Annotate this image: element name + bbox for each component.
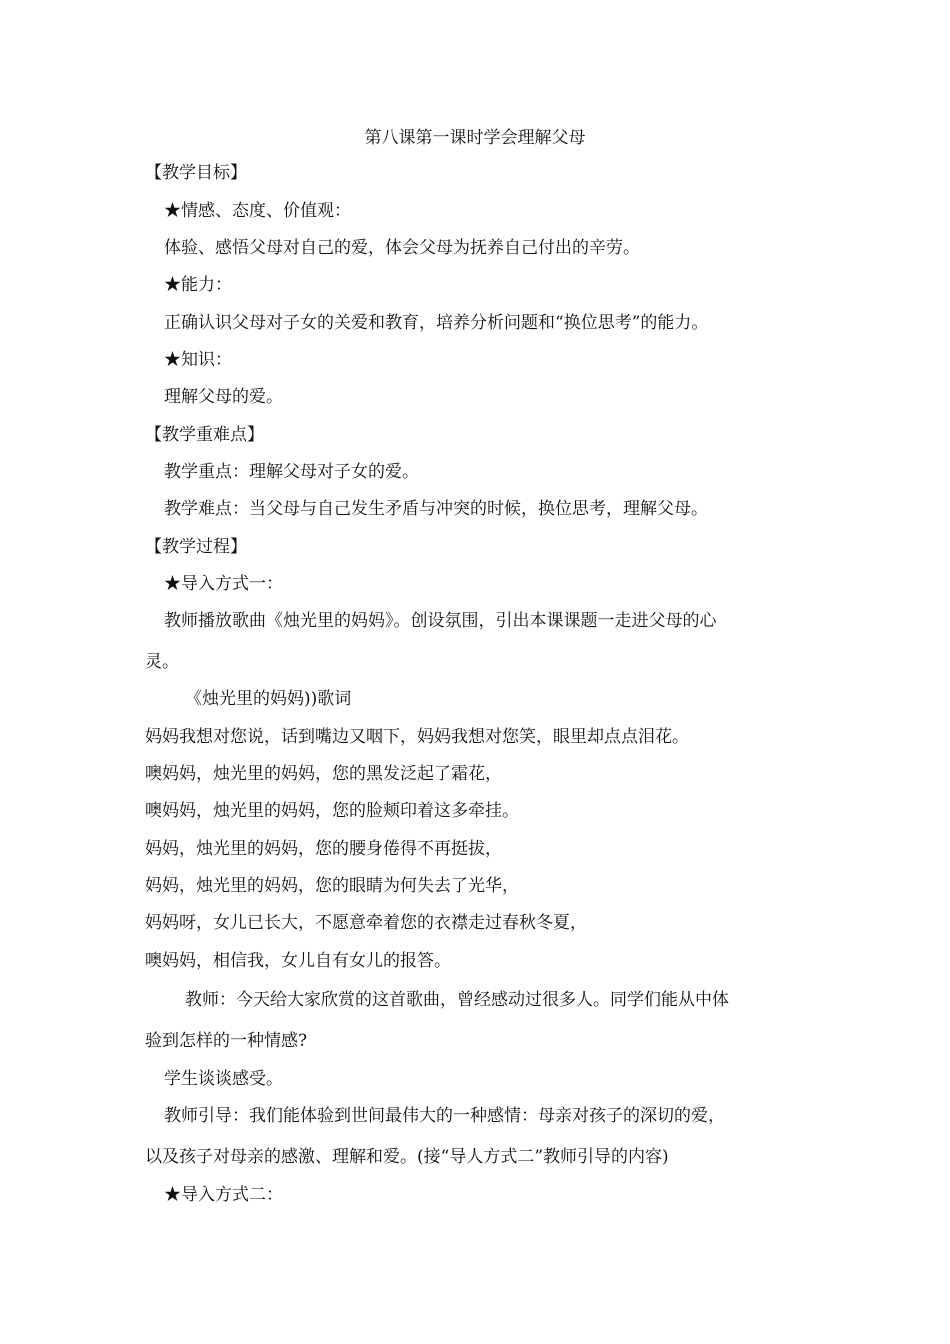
paragraph: 学生谈谈感受。 (164, 1069, 283, 1089)
subheading-emotion: ★情感、态度、价值观： (164, 201, 351, 221)
paragraph: 验到怎样的一种情感? (145, 1031, 308, 1051)
lyric-line: 妈妈，烛光里的妈妈，您的腰身倦得不再挺拔， (145, 839, 502, 859)
paragraph: 教学重点：理解父母对子女的爱。 (164, 462, 419, 482)
lyrics-heading: 《烛光里的妈妈))歌词 (185, 689, 352, 709)
paragraph: 教师：今天给大家欣赏的这首歌曲，曾经感动过很多人。同学们能从中体 (185, 990, 729, 1010)
paragraph: 教师引导：我们能体验到世间最伟大的一种感情：母亲对孩子的深切的爱， (164, 1106, 725, 1126)
page-title: 第八课第一课时学会理解父母 (364, 128, 586, 148)
lyric-line: 噢妈妈，烛光里的妈妈，您的黑发泛起了霜花， (145, 764, 502, 784)
section-heading-objectives: 【教学目标】 (145, 163, 247, 183)
lyric-line: 妈妈我想对您说，话到嘴边又咽下，妈妈我想对您笑，眼里却点点泪花。 (145, 727, 689, 747)
paragraph: 正确认识父母对子女的关爱和教育，培养分析问题和“换位思考”的能力。 (164, 313, 709, 333)
subheading-knowledge: ★知识： (164, 350, 232, 370)
subheading-intro-one: ★导入方式一： (164, 574, 283, 594)
paragraph: 教学难点：当父母与自己发生矛盾与冲突的时候，换位思考，理解父母。 (164, 499, 708, 519)
lyric-line: 噢妈妈，烛光里的妈妈，您的脸颊印着这多牵挂。 (145, 801, 519, 821)
paragraph: 教师播放歌曲《烛光里的妈妈》。创设氛围，引出本课课题一走进父母的心 (164, 611, 717, 631)
paragraph: 以及孩子对母亲的感激、理解和爱。(接“导人方式二”教师引导的内容) (145, 1147, 669, 1167)
subheading-intro-two: ★导入方式二： (164, 1185, 283, 1205)
paragraph: 体验、感悟父母对自己的爱，体会父母为抚养自己付出的辛劳。 (164, 238, 640, 258)
subheading-ability: ★能力： (164, 275, 232, 295)
lyric-line: 妈妈，烛光里的妈妈，您的眼睛为何失去了光华， (145, 876, 519, 896)
lyric-line: 妈妈呀，女儿已长大，不愿意牵着您的衣襟走过春秋冬夏， (145, 913, 587, 933)
paragraph: 理解父母的爱。 (164, 387, 283, 407)
section-heading-process: 【教学过程】 (145, 537, 247, 557)
paragraph: 灵。 (145, 652, 179, 672)
section-heading-key-points: 【教学重难点】 (145, 425, 264, 445)
lyric-line: 噢妈妈，相信我，女儿自有女儿的报答。 (145, 951, 451, 971)
